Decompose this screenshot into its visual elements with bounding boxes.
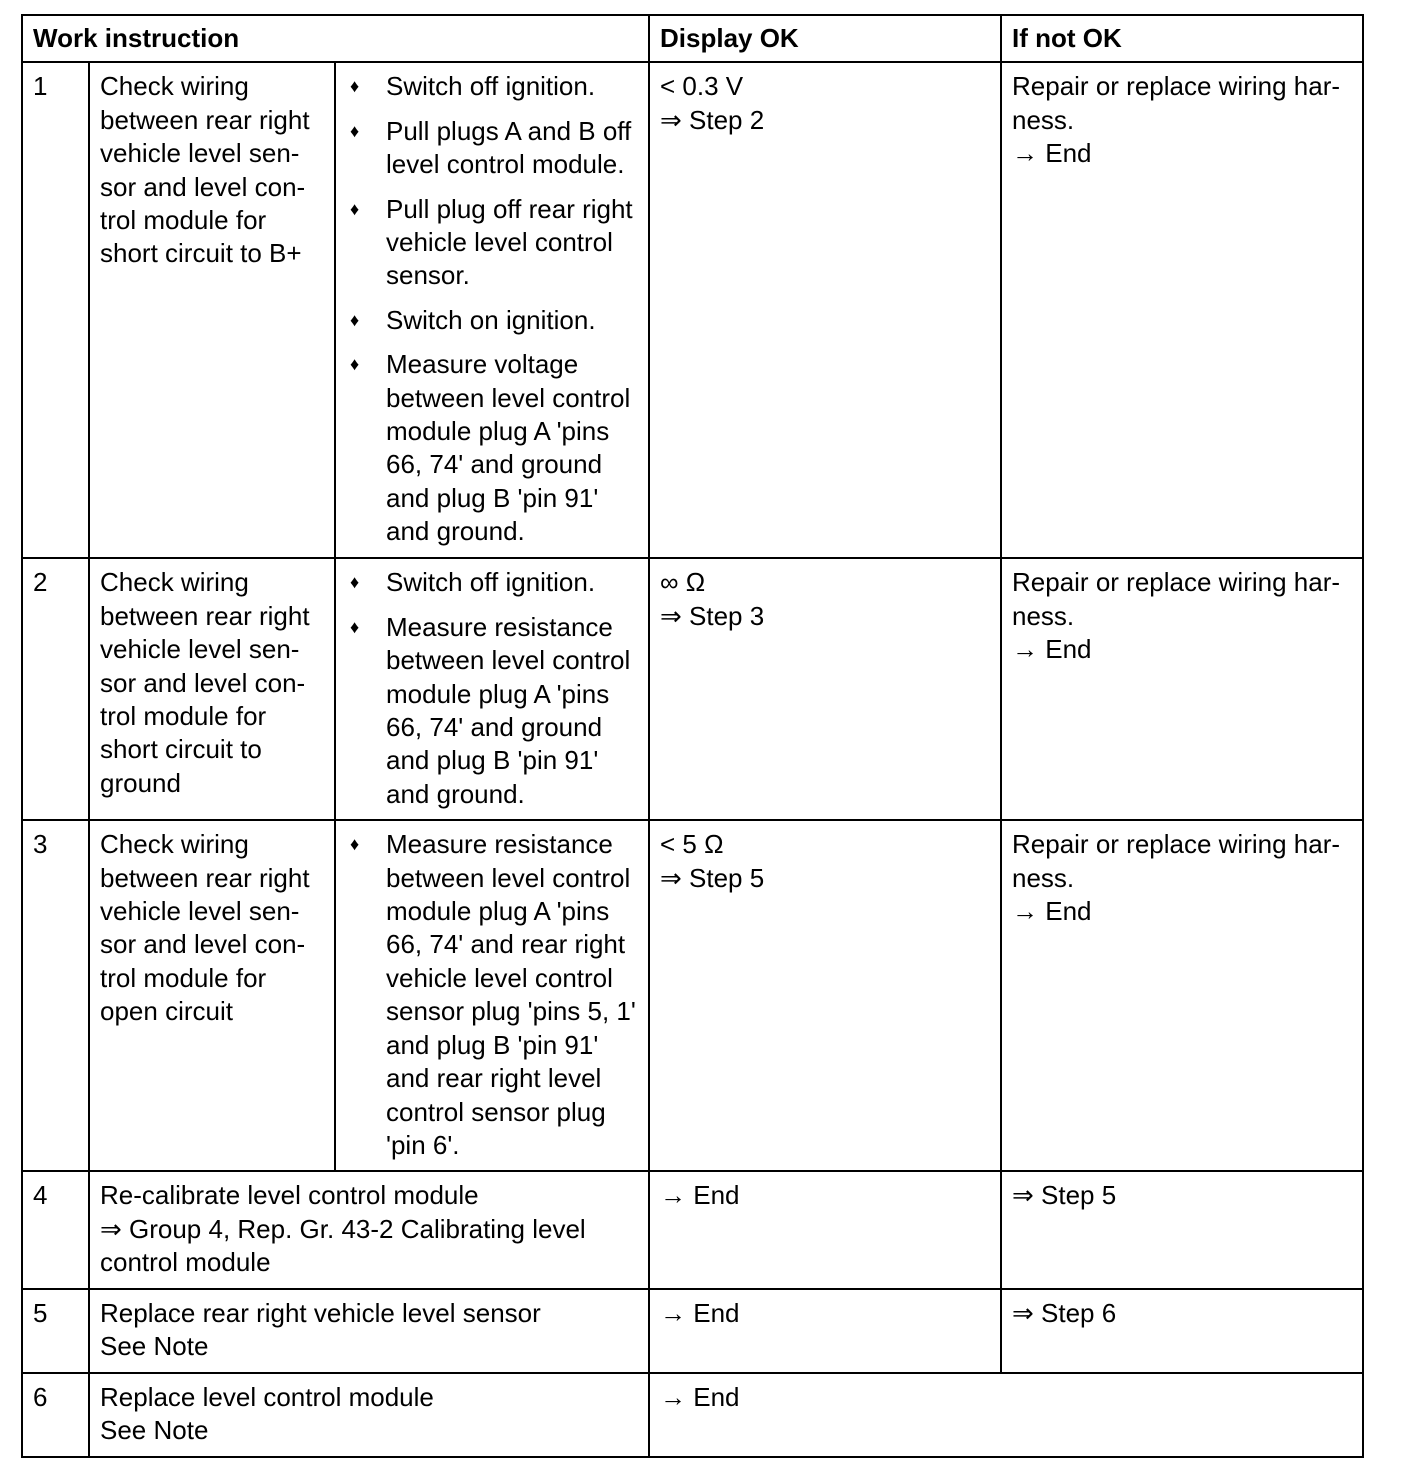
list-item — [346, 828, 638, 1162]
step-number: 4 — [22, 1171, 89, 1288]
instruction-text: Replace level control module — [100, 1381, 434, 1412]
action-list — [346, 70, 638, 548]
table-row-step-2 — [22, 558, 1363, 820]
table-row-step-4 — [22, 1171, 1363, 1288]
not-ok-cell — [1001, 558, 1363, 820]
instruction-text: Replace rear right vehicle level sensor — [100, 1297, 541, 1328]
step-instruction — [89, 1373, 649, 1457]
display-ok-cell — [649, 558, 1001, 820]
diamond-bullet-icon: ♦ — [350, 76, 360, 97]
display-ok-cell: → End — [649, 1289, 1001, 1373]
display-ok-cell — [649, 820, 1001, 1171]
list-item — [346, 115, 638, 182]
work-instruction-table — [21, 14, 1364, 1458]
action-text: Measure resistance between level control module plug A 'pins 66, 74' and ground and plug B 'pin 91' and ground. — [386, 611, 631, 809]
not-ok-action: Repair or replace wiring har-ness. — [1012, 829, 1341, 893]
step-actions — [335, 558, 649, 820]
instruction-note: See Note — [100, 1414, 209, 1445]
list-item — [346, 611, 638, 811]
step-title: Check wiring between rear right vehicle level sen-sor and level con-trol module for open circuit — [89, 820, 335, 1171]
step-number: 3 — [22, 820, 89, 1171]
not-ok-next: → End — [1012, 634, 1092, 665]
step-number: 1 — [22, 62, 89, 558]
not-ok-cell — [1001, 62, 1363, 558]
action-text: Measure resistance between level control module plug A 'pins 66, 74' and rear right vehicle level control sensor plug 'pins 5, 1' and plug B 'pin 91' and rear right level control sensor plug 'pin 6'. — [386, 829, 636, 1160]
action-text: Switch off ignition. — [386, 567, 596, 598]
ok-value: < 5 Ω — [660, 829, 724, 860]
diamond-bullet-icon: ♦ — [350, 198, 360, 219]
action-text: Pull plugs A and B off level control module. — [386, 115, 632, 180]
step-title: Check wiring between rear right vehicle level sen-sor and level con-trol module for short circuit to B+ — [89, 62, 335, 558]
ok-next-step: ⇒ Step 2 — [660, 104, 765, 135]
instruction-reference: ⇒ Group 4, Rep. Gr. 43-2 Calibrating level control module — [100, 1213, 586, 1278]
diamond-bullet-icon: ♦ — [350, 120, 360, 141]
display-ok-cell: → End — [649, 1373, 1363, 1457]
step-title: Check wiring between rear right vehicle level sen-sor and level con-trol module for short circuit to ground — [89, 558, 335, 820]
ok-next-step: ⇒ Step 3 — [660, 600, 765, 631]
instruction-note: See Note — [100, 1330, 209, 1361]
ok-value: ∞ Ω — [660, 567, 706, 598]
header-row — [22, 15, 1363, 62]
diamond-bullet-icon: ♦ — [350, 616, 360, 637]
not-ok-cell: ⇒ Step 6 — [1001, 1289, 1363, 1373]
table-row-step-6 — [22, 1373, 1363, 1457]
list-item — [346, 348, 638, 548]
action-text: Switch on ignition. — [386, 304, 596, 335]
step-actions — [335, 820, 649, 1171]
table-row-step-1 — [22, 62, 1363, 558]
list-item — [346, 566, 638, 599]
table-row-step-5 — [22, 1289, 1363, 1373]
action-list — [346, 828, 638, 1162]
instruction-text: Re-calibrate level control module — [100, 1180, 479, 1211]
diamond-bullet-icon: ♦ — [350, 354, 360, 375]
action-text: Pull plug off rear right vehicle level control sensor. — [386, 193, 633, 291]
not-ok-next: → End — [1012, 138, 1092, 169]
action-text: Measure voltage between level control module plug A 'pins 66, 74' and ground and plug B 'pin 91' and ground. — [386, 349, 631, 547]
not-ok-cell: ⇒ Step 5 — [1001, 1171, 1363, 1288]
not-ok-cell — [1001, 820, 1363, 1171]
diamond-bullet-icon: ♦ — [350, 834, 360, 855]
display-ok-cell: → End — [649, 1171, 1001, 1288]
step-instruction — [89, 1289, 649, 1373]
not-ok-next: → End — [1012, 896, 1092, 927]
not-ok-action: Repair or replace wiring har-ness. — [1012, 567, 1341, 631]
ok-next-step: ⇒ Step 5 — [660, 862, 765, 893]
step-instruction — [89, 1171, 649, 1288]
step-number: 6 — [22, 1373, 89, 1457]
header-if-not-ok: If not OK — [1001, 15, 1363, 62]
list-item — [346, 193, 638, 293]
header-display-ok: Display OK — [649, 15, 1001, 62]
action-list — [346, 566, 638, 811]
ok-value: < 0.3 V — [660, 71, 744, 102]
not-ok-action: Repair or replace wiring har-ness. — [1012, 71, 1341, 135]
diamond-bullet-icon: ♦ — [350, 309, 360, 330]
step-number: 5 — [22, 1289, 89, 1373]
list-item — [346, 70, 638, 103]
step-actions — [335, 62, 649, 558]
list-item — [346, 304, 638, 337]
table-row-step-3 — [22, 820, 1363, 1171]
step-number: 2 — [22, 558, 89, 820]
display-ok-cell — [649, 62, 1001, 558]
action-text: Switch off ignition. — [386, 71, 596, 102]
diamond-bullet-icon: ♦ — [350, 572, 360, 593]
header-work-instruction: Work instruction — [22, 15, 649, 62]
